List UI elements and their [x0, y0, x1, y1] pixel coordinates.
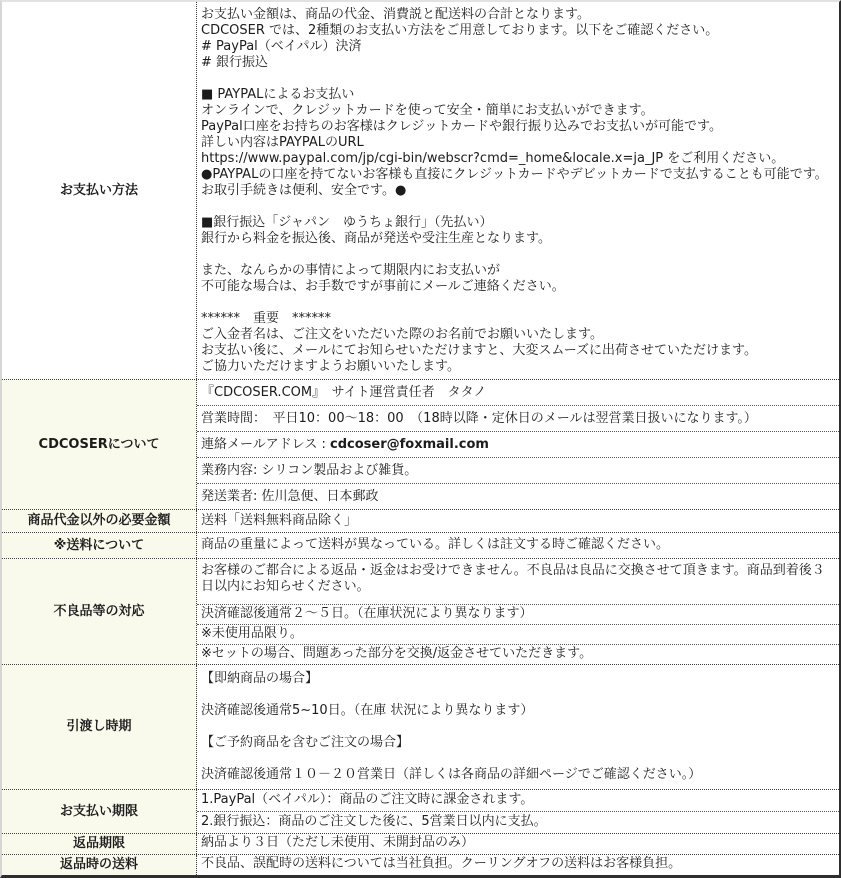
- text-line: ■ PAYPALによるお支払い: [201, 87, 355, 102]
- sub-row: [197, 533, 839, 558]
- sub-row-text: お客様のご都合による返品・返金はお受けできません。不良品は良品に交換させて頂きます。商品到着後３日以内にお知らせください。: [201, 563, 825, 594]
- section-payment-method: [2, 2, 839, 379]
- sub-row-text: 2.銀行振込：商品のご注文した後に、5営業日以内に支払。: [201, 814, 547, 829]
- sub-row-text: 業務内容: シリコン製品および雑貨。: [201, 463, 418, 478]
- row-header-about-cdcoser: CDCOSERについて: [2, 380, 197, 509]
- text-line: 決済確認後通常5~10日。（在庫 状況により異なります）: [201, 703, 534, 718]
- sub-row: [197, 510, 839, 532]
- text-line: お支払い後に、メールにてお知らせいただけますと、大変スムーズに出荷させていただけます。: [201, 343, 758, 358]
- text-line: # 銀行振込: [201, 55, 269, 70]
- row-content-payment-method: [197, 2, 839, 379]
- row-header-defective-items: 不良品等の対応: [2, 559, 197, 664]
- sub-row-text: 『CDCOSER.COM』 サイト運営責任者 タタノ: [201, 385, 487, 400]
- text-line: 銀行から料金を振込後、商品が発送や受注生産となります。: [201, 231, 551, 246]
- text-line: [201, 687, 835, 703]
- text-line: ご協力いただけますようお願いいたします。: [201, 359, 460, 374]
- row-content-about-cdcoser: [197, 380, 839, 509]
- text-line: ■銀行振込「ジャパン ゆうちょ銀行」（先払い）: [201, 215, 493, 230]
- text-line: 【ご予約商品を含むご注文の場合】: [201, 735, 410, 750]
- row-header-about-shipping-fee: ※送料について: [2, 533, 197, 558]
- row-content-return-deadline: [197, 834, 839, 854]
- text-line: また、なんらかの事情によって期限内にお支払いが: [201, 263, 501, 278]
- text-paragraph: [197, 2, 839, 379]
- text-line: お支払い金額は、商品の代金、消費説と配送料の合計となります。: [201, 7, 590, 22]
- sub-row-text: ※セットの場合、問題あった部分を交換/返金させていただきます。: [201, 646, 593, 661]
- text-line: PayPal口座をお持ちのお客様はクレジットカードや銀行振り込みでお支払いが可能です。: [201, 119, 722, 134]
- sub-row: [197, 380, 839, 405]
- text-line: お取引手続きは便利、安全です。●: [201, 183, 407, 198]
- text-line: [201, 199, 835, 215]
- sub-row: [197, 644, 839, 664]
- text-line: 【即納商品の場合】: [201, 671, 319, 686]
- section-defective-items: [2, 558, 839, 664]
- row-content-defective-items: [197, 559, 839, 664]
- row-header-delivery-time: 引渡し時期: [2, 665, 197, 789]
- sub-row: [197, 834, 839, 853]
- section-delivery-time: [2, 664, 839, 789]
- text-line: 詳しい内容はPAYPALのURL: [201, 135, 364, 150]
- text-line: # PayPal（ベイパル）決済: [201, 39, 362, 54]
- sub-row-text: 発送業者: 佐川急便、日本郵政: [201, 489, 379, 504]
- text-line: ご入金者名は、ご注文をいただいた際のお名前でお願いいたします。: [201, 327, 603, 342]
- text-line: [201, 71, 835, 87]
- sub-row-text: 商品の重量によって送料が異なっている。詳しくは註文する時ご確認ください。: [201, 537, 670, 552]
- text-line: オンラインで、クレジットカードを使って安全・簡単にお支払いができます。: [201, 103, 654, 118]
- row-content-payment-deadline: [197, 790, 839, 833]
- text-line: [201, 247, 835, 263]
- sub-row-text: 営業時間： 平日10：00～18：00 （18時以降・定休日のメールは翌営業日扱いになります。）: [201, 411, 757, 426]
- row-content-delivery-time: [197, 665, 839, 789]
- text-line: CDCOSER では、2種類のお支払い方法をご用意しております。以下をご確認ください。: [201, 23, 719, 38]
- text-line: [201, 751, 835, 767]
- sub-row-text: 連絡メールアドレス :: [201, 437, 330, 452]
- sub-row: [197, 604, 839, 624]
- row-header-return-shipping-fee: 返品時の送料: [2, 855, 197, 875]
- sub-row-text: 1.PayPal（ベイパル）：商品のご注文時に課金されます。: [201, 792, 534, 807]
- sub-row: [197, 483, 839, 509]
- row-content-extra-fees: [197, 510, 839, 532]
- section-payment-deadline: [2, 789, 839, 833]
- section-return-deadline: [2, 833, 839, 854]
- text-line: 決済確認後通常１０－２０営業日（詳しくは各商品の詳細ページでご確認ください。）: [201, 767, 702, 782]
- row-header-payment-method: お支払い方法: [2, 2, 197, 379]
- sub-row: [197, 811, 839, 833]
- row-header-return-deadline: 返品期限: [2, 834, 197, 854]
- sub-row: [197, 790, 839, 811]
- row-content-return-shipping-fee: [197, 855, 839, 875]
- sub-row-text: ※未使用品限り。: [201, 626, 303, 641]
- section-extra-fees: [2, 509, 839, 532]
- text-line: ●PAYPALの口座を持てないお客様も直接にクレジットカードやデビットカードで支払することも可能です。: [201, 167, 828, 182]
- text-paragraph: [197, 665, 839, 789]
- text-line: ****** 重要 ******: [201, 311, 332, 326]
- sub-row-text: 納品より３日（ただし未使用、未開封品のみ）: [201, 835, 475, 850]
- row-header-extra-fees: 商品代金以外の必要金額: [2, 510, 197, 532]
- row-header-payment-deadline: お支払い期限: [2, 790, 197, 833]
- sub-row-text: 送料「送料無料商品除く」: [201, 513, 358, 528]
- sub-row: [197, 855, 839, 874]
- sub-row: [197, 624, 839, 644]
- text-line: 不可能な場合は、お手数ですが事前にメールご連絡ください。: [201, 279, 565, 294]
- section-about-shipping-fee: [2, 532, 839, 558]
- text-line: [201, 719, 835, 735]
- contact-email: cdcoser@foxmail.com: [330, 437, 489, 452]
- sub-row-text: 不良品、誤配時の送料については当社負担。クーリングオフの送料はお客様負担。: [201, 856, 682, 871]
- sub-row: [197, 405, 839, 431]
- sub-row: [197, 431, 839, 457]
- sub-row: [197, 457, 839, 483]
- section-about-cdcoser: [2, 379, 839, 509]
- text-line: https://www.paypal.com/jp/cgi-bin/webscr?cmd=_home&locale.x=ja_JP をご利用ください。: [201, 151, 785, 166]
- section-return-shipping-fee: [2, 854, 839, 875]
- text-line: [201, 295, 835, 311]
- row-content-about-shipping-fee: [197, 533, 839, 558]
- sub-row-text: 決済確認後通常２～５日。（在庫状況により異なります）: [201, 606, 533, 621]
- sub-row: [197, 559, 839, 604]
